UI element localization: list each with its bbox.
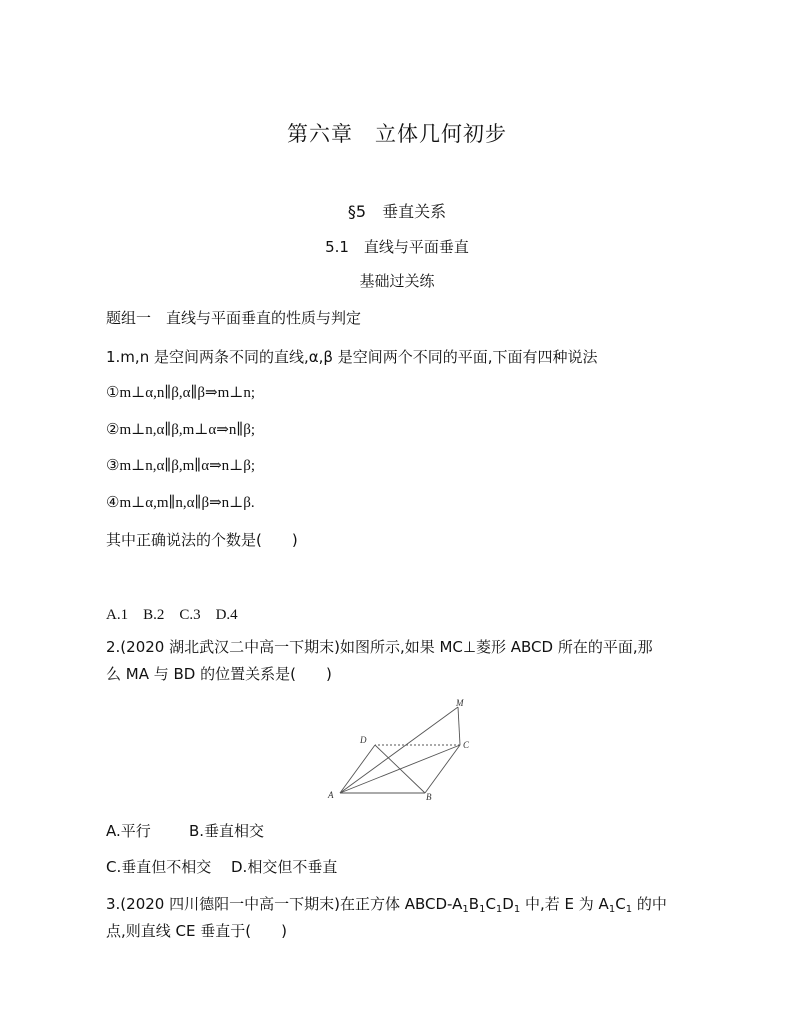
q1-stem: 1.m,n 是空间两条不同的直线,α,β 是空间两个不同的平面,下面有四种说法 [106,348,598,366]
q1-ask: 其中正确说法的个数是( ) [106,531,298,549]
q2-stem-line1: 2.(2020 湖北武汉二中高一下期末)如图所示,如果 MC⊥菱形 ABCD 所在的平面,那 [106,638,653,656]
q1-statement-4: ④m⊥α,m∥n,α∥β⇒n⊥β. [106,495,255,511]
q2-option-d: D.相交但不垂直 [231,858,338,876]
diagonal-bd [375,745,425,793]
q1-options: A.1 B.2 C.3 D.4 [106,607,238,623]
label-a: A [328,790,334,800]
chapter-title: 第六章 立体几何初步 [287,122,507,146]
drill-title: 基础过关练 [359,272,435,290]
subscript: 1 [495,904,503,915]
q1-statement-2: ②m⊥n,α∥β,m⊥α⇒n∥β; [106,422,256,438]
group1-title: 题组一 直线与平面垂直的性质与判定 [106,309,362,327]
q2-option-c: C.垂直但不相交 [106,858,212,876]
label-c: C [463,740,470,750]
subscript: 1 [608,904,616,915]
rhombus-figure [320,697,480,805]
label-b: B [426,792,432,802]
subscript: 1 [479,904,486,915]
q3-letter-d: D [502,895,514,913]
section-title: §5 垂直关系 [347,202,447,221]
subscript: 1 [462,904,469,915]
label-d: D [360,735,367,745]
q2-option-a: A.平行 [106,822,151,840]
subsection-title: 5.1 直线与平面垂直 [325,238,469,256]
q3-letter-c2: C [615,895,626,913]
q3-letter-c: C [485,895,496,913]
q3-letter-b: B [468,895,480,913]
q3-stem-line2: 点,则直线 CE 垂直于( ) [106,922,287,940]
q3-stem-part-a: 3.(2020 四川德阳一中高一下期末)在正方体 ABCD-A [106,895,463,913]
q2-stem-line2: 么 MA 与 BD 的位置关系是( ) [106,665,332,683]
segment-ma [340,707,458,793]
q1-statement-3: ③m⊥n,α∥β,m∥α⇒n⊥β; [106,458,256,474]
q2-option-b: B.垂直相交 [189,822,265,840]
q1-statement-1: ①m⊥α,n∥β,α∥β⇒m⊥n; [106,385,256,401]
q3-stem-part-b: 中,若 E 为 A [520,895,609,913]
segment-mc [458,707,460,745]
subscript: 1 [513,904,521,915]
q3-stem-line1 [106,893,667,915]
label-m: M [456,698,464,708]
subscript: 1 [625,904,633,915]
q3-stem-part-c: 的中 [632,895,667,913]
